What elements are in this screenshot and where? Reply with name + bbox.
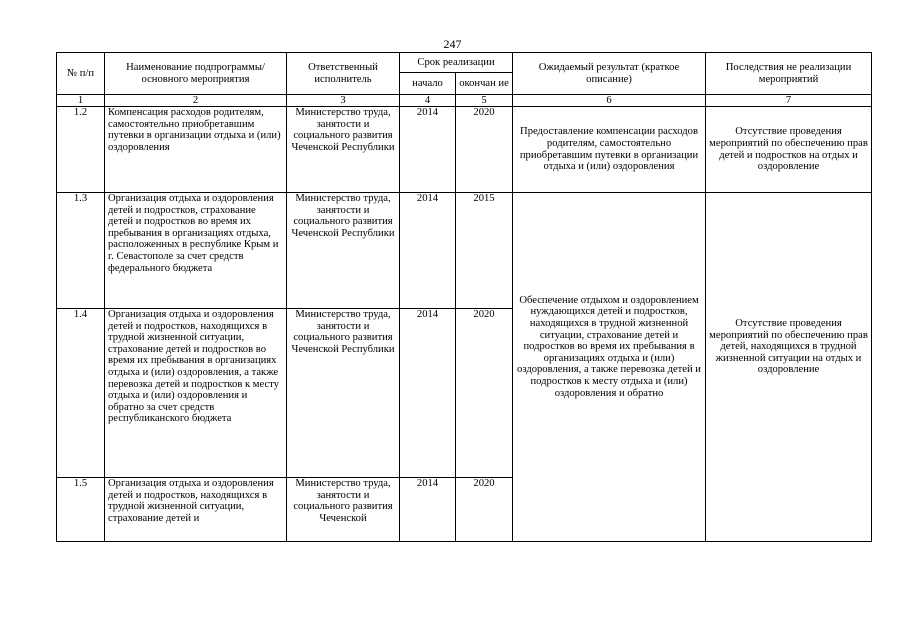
row-end: 2015 [456,193,513,309]
column-numbers-row [57,95,872,107]
row-responsible: Министерство труда, занятости и социального развития Чеченской Республики [287,193,400,309]
header-consequence: Последствия не реализации мероприятий [706,53,872,95]
merged-result: Обеспечение отдыхом и оздоровлением нуждающихся детей и подростков, находящихся в трудной жизненной ситуации, страхование детей и подростков во время их пребывания в организациях отдыха и (или) оздоровления, а также перевозка детей и подростков к месту отдыха и (или) оздоровления и обратно [513,193,706,542]
column-number: 1 [57,95,105,107]
merged-consequence: Отсутствие проведения мероприятий по обеспечению прав детей, находящихся в трудной жизненной ситуации на отдых и оздоровление [706,193,872,542]
row-start: 2014 [400,478,456,542]
row-number: 1.2 [57,107,105,193]
page-number: 247 [443,37,462,51]
row-start: 2014 [400,309,456,478]
header-result: Ожидаемый результат (краткое описание) [513,53,706,95]
row-number: 1.5 [57,478,105,542]
row-name: Организация отдыха и оздоровления детей и подростков, находящихся в трудной жизненной ситуации, страхование детей и подростков во время их пребывания в организациях отдыха и (или) оздоровления, а также перевозка детей и подростков к месту отдыха и (или) оздоровления и обратно за счет средств республиканского бюджета [105,309,287,478]
row-end: 2020 [456,107,513,193]
row-responsible: Министерство труда, занятости и социального развития Чеченской [287,478,400,542]
row-start: 2014 [400,193,456,309]
row-responsible: Министерство труда, занятости и социального развития Чеченской Республики [287,107,400,193]
column-number: 5 [456,95,513,107]
header-period: Срок реализации [400,53,513,73]
column-number: 6 [513,95,706,107]
row-result: Предоставление компенсации расходов родителям, самостоятельно приобретавшим путевки в организации отдыха и (или) оздоровления [513,107,706,193]
header-start: начало [400,73,456,95]
row-name: Компенсация расходов родителям, самостоятельно приобретавшим путевки в организации отдыха и (или) оздоровления [105,107,287,193]
header-name: Наименование подпрограммы/ основного мероприятия [105,53,287,95]
row-number: 1.4 [57,309,105,478]
row-end: 2020 [456,309,513,478]
column-number: 4 [400,95,456,107]
row-start: 2014 [400,107,456,193]
header-responsible: Ответственный исполнитель [287,53,400,95]
table-row [57,107,872,193]
table-row [57,193,872,309]
header-num: № п/п [57,53,105,95]
row-number: 1.3 [57,193,105,309]
row-name: Организация отдыха и оздоровления детей и подростков, страхование детей и подростков во время их пребывания в организациях отдыха, расположенных в республике Крым и г. Севастополе за счет средств федерального бюджета [105,193,287,309]
row-end: 2020 [456,478,513,542]
row-consequence: Отсутствие проведения мероприятий по обеспечению прав детей и подростков на отдых и оздоровление [706,107,872,193]
column-number: 3 [287,95,400,107]
program-table [56,52,872,542]
row-name: Организация отдыха и оздоровления детей и подростков, находящихся в трудной жизненной ситуации, страхование детей и [105,478,287,542]
header-end: окончан ие [456,73,513,95]
column-number: 2 [105,95,287,107]
column-number: 7 [706,95,872,107]
row-responsible: Министерство труда, занятости и социального развития Чеченской Республики [287,309,400,478]
